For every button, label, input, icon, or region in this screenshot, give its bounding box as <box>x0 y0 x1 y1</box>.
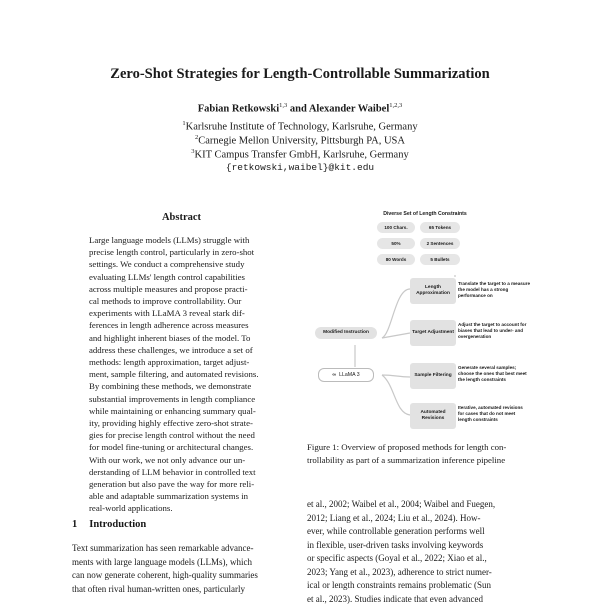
figure-title: Diverse Set of Length Constraints <box>360 211 490 217</box>
affiliation <box>0 148 600 161</box>
affiliation-text: Karlsruhe Institute of Technology, Karlsruhe, Germany <box>186 122 418 133</box>
text-line: in flexible, user-driven tasks involving keywords <box>307 539 533 553</box>
method-box: Automated Revisions <box>410 403 456 429</box>
affiliation <box>0 134 600 147</box>
text-line: methods: length approximation, target adjust- <box>89 356 276 368</box>
text-line: ferences in length adherence across measures <box>89 319 276 331</box>
paper-title: Zero-Shot Strategies for Length-Controllable Summarization <box>0 66 600 83</box>
constraint-pill: 65 Tokens <box>420 222 460 233</box>
figure-caption <box>307 441 533 466</box>
text-line: address these challenges, we introduce a set of <box>89 344 276 356</box>
text-line: or specific aspects (Goyal et al., 2022; Xiao et al., <box>307 552 533 566</box>
affiliation-marker: 3 <box>191 148 194 155</box>
text-line: gies for precise length control without the need <box>89 429 276 441</box>
author-affiliation-marker: 1,2,3 <box>389 102 402 109</box>
text-line: real-world applications. <box>89 502 276 514</box>
text-line: Text summarization has seen remarkable advance- <box>72 542 294 556</box>
text-line: evaluating LLMs' length control capabilities <box>89 271 276 283</box>
text-line: generation but also pave the way for more reli- <box>89 478 276 490</box>
text-line: Figure 1: Overview of proposed methods for length con- <box>307 441 533 454</box>
method-box: Target Adjustment <box>410 320 456 346</box>
author-name: Alexander Waibel <box>309 104 389 115</box>
llama-label: LLaMA 3 <box>339 372 359 378</box>
abstract-heading: Abstract <box>75 212 288 223</box>
text-line: and highlight inherent biases of the model. To <box>89 332 276 344</box>
constraint-pill: 2 Sentences <box>420 238 460 249</box>
text-line: while maintaining or enhancing summary qual- <box>89 405 276 417</box>
meta-logo-icon: ∞ <box>332 372 336 378</box>
text-line: settings. We conduct a comprehensive study <box>89 258 276 270</box>
affiliation <box>0 120 600 133</box>
text-line: Large language models (LLMs) struggle with <box>89 234 276 246</box>
text-line: derstanding of LLM behavior in controlled text <box>89 466 276 478</box>
text-line: trollability as part of a summarization inference pipeline <box>307 454 533 467</box>
constraint-pill: 80 Words <box>377 254 415 265</box>
method-description: Translate the target to a measure the model has a strong performance on <box>458 281 530 299</box>
method-box: Length Approximation <box>410 278 456 304</box>
constraint-pill: 100 Chars. <box>377 222 415 233</box>
author-email: {retkowski,waibel}@kit.edu <box>0 162 600 173</box>
text-line: ments with large language models (LLMs), which <box>72 556 294 570</box>
text-line: can now generate coherent, high-quality summaries <box>72 569 294 583</box>
text-line: By combining these methods, we demonstrate <box>89 380 276 392</box>
text-line: et al., 2002; Waibel et al., 2004; Waibel and Fuegen, <box>307 498 533 512</box>
modified-instruction-box: Modified Instruction <box>315 327 377 339</box>
affiliation-text: Carnegie Mellon University, Pittsburgh PA, USA <box>198 136 405 147</box>
text-line: able and adaptable summarization systems in <box>89 490 276 502</box>
llama-model-box <box>318 368 374 382</box>
text-line: ever, while controllable generation performs well <box>307 525 533 539</box>
text-line: et al., 2023). Studies indicate that even advanced <box>307 593 533 606</box>
text-line: precise length control, particularly in zero-shot <box>89 246 276 258</box>
method-box: Sample Filtering <box>410 363 456 389</box>
section-number: 1 <box>72 519 77 530</box>
right-column-body <box>307 498 533 606</box>
text-line: ical or length constraints remains problematic (Sun <box>307 579 533 593</box>
text-line: ment, sample filtering, and automated revisions. <box>89 368 276 380</box>
section-heading <box>72 519 146 530</box>
figure-connectors <box>300 205 540 430</box>
text-line: cal methods to improve controllability. Our <box>89 295 276 307</box>
method-description: Generate several samples; choose the ones that best meet the length constraints <box>458 365 530 383</box>
text-line: ity, providing highly effective zero-shot strate- <box>89 417 276 429</box>
constraint-pill: 5 Bullets <box>420 254 460 265</box>
text-line: experiments with LLaMA 3 reveal stark dif- <box>89 307 276 319</box>
affiliation-text: KIT Campus Transfer GmbH, Karlsruhe, Germany <box>195 150 409 161</box>
abstract-body <box>89 234 276 515</box>
constraint-pill: 50% <box>377 238 415 249</box>
text-line: across multiple measures and propose practi- <box>89 283 276 295</box>
figure-1 <box>300 205 540 430</box>
text-line: With our work, we not only advance our un- <box>89 454 276 466</box>
affiliation-marker: 2 <box>195 134 198 141</box>
affiliation-marker: 1 <box>182 120 185 127</box>
text-line: substantial improvements in length compliance <box>89 393 276 405</box>
section-title: Introduction <box>89 519 146 530</box>
text-line: for model fine-tuning or architectural changes. <box>89 441 276 453</box>
text-line: 2012; Liang et al., 2024; Liu et al., 2024). How- <box>307 512 533 526</box>
text-line: 2023; Yang et al., 2023), adherence to strict numer- <box>307 566 533 580</box>
author-list <box>0 102 600 115</box>
method-description: Adjust the target to account for biases that lead to under- and overgeneration <box>458 322 530 340</box>
author-joiner: and <box>290 104 307 115</box>
method-description: Iterative, automated revisions for cases that do not meet length constraints <box>458 405 530 423</box>
intro-body <box>72 542 294 596</box>
text-line: that often rival human-written ones, particularly <box>72 583 294 597</box>
author-affiliation-marker: 1,3 <box>279 102 287 109</box>
author-name: Fabian Retkowski <box>198 104 279 115</box>
